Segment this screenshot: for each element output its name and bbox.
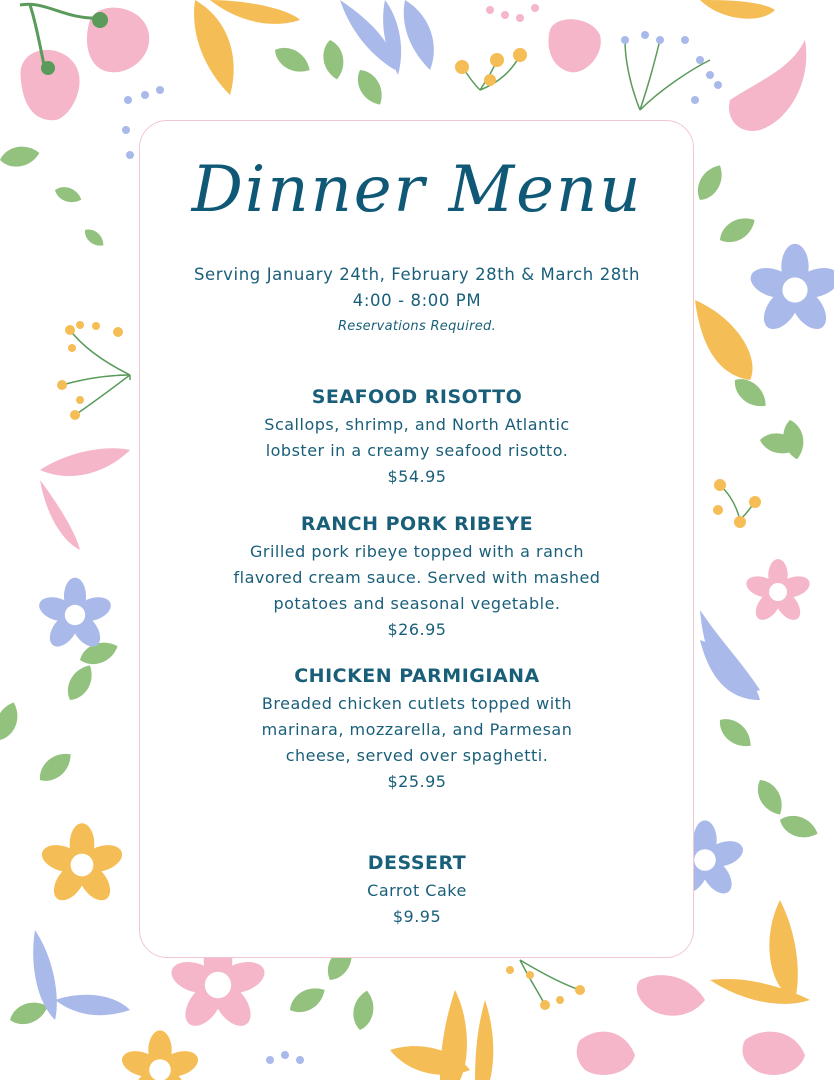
dessert-price: $9.95 (392, 907, 442, 926)
menu-item-price: $25.95 (387, 772, 447, 791)
menu-item-description-line: potatoes and seasonal vegetable. (273, 594, 561, 613)
dessert-item (160, 848, 674, 930)
menu-item (160, 661, 674, 795)
menu-item-name: SEAFOOD RISOTTO (311, 386, 523, 408)
berry-sprig-icon (486, 4, 539, 22)
menu-item-description-line: lobster in a creamy seafood risotto. (265, 441, 569, 460)
menu-item-description-line: Grilled pork ribeye topped with a ranch (249, 542, 585, 561)
menu-item-name: CHICKEN PARMIGIANA (294, 665, 540, 687)
menu-item (160, 509, 674, 643)
dessert-heading: DESSERT (367, 852, 467, 874)
menu-item-name: RANCH PORK RIBEYE (300, 513, 534, 535)
menu-item-description-line: Breaded chicken cutlets topped with (261, 694, 573, 713)
flower-icon (340, 0, 434, 75)
serving-dates: Serving January 24th, February 28th & March 28th (193, 265, 641, 284)
menu-title: Dinner Menu (191, 153, 643, 227)
menu-item-price: $26.95 (387, 620, 447, 639)
menu-item (160, 382, 674, 490)
menu-item-description-line: Scallops, shrimp, and North Atlantic (264, 415, 570, 434)
serving-hours: 4:00 - 8:00 PM (352, 291, 482, 310)
dessert-name: Carrot Cake (367, 881, 467, 900)
menu-item-description-line: flavored cream sauce. Served with mashed (233, 568, 601, 587)
menu-item-description-line: marinara, mozzarella, and Parmesan (261, 720, 573, 739)
menu-item-price: $54.95 (387, 467, 447, 486)
reservation-note: Reservations Required. (337, 319, 497, 334)
menu-item-description-line: cheese, served over spaghetti. (285, 746, 549, 765)
